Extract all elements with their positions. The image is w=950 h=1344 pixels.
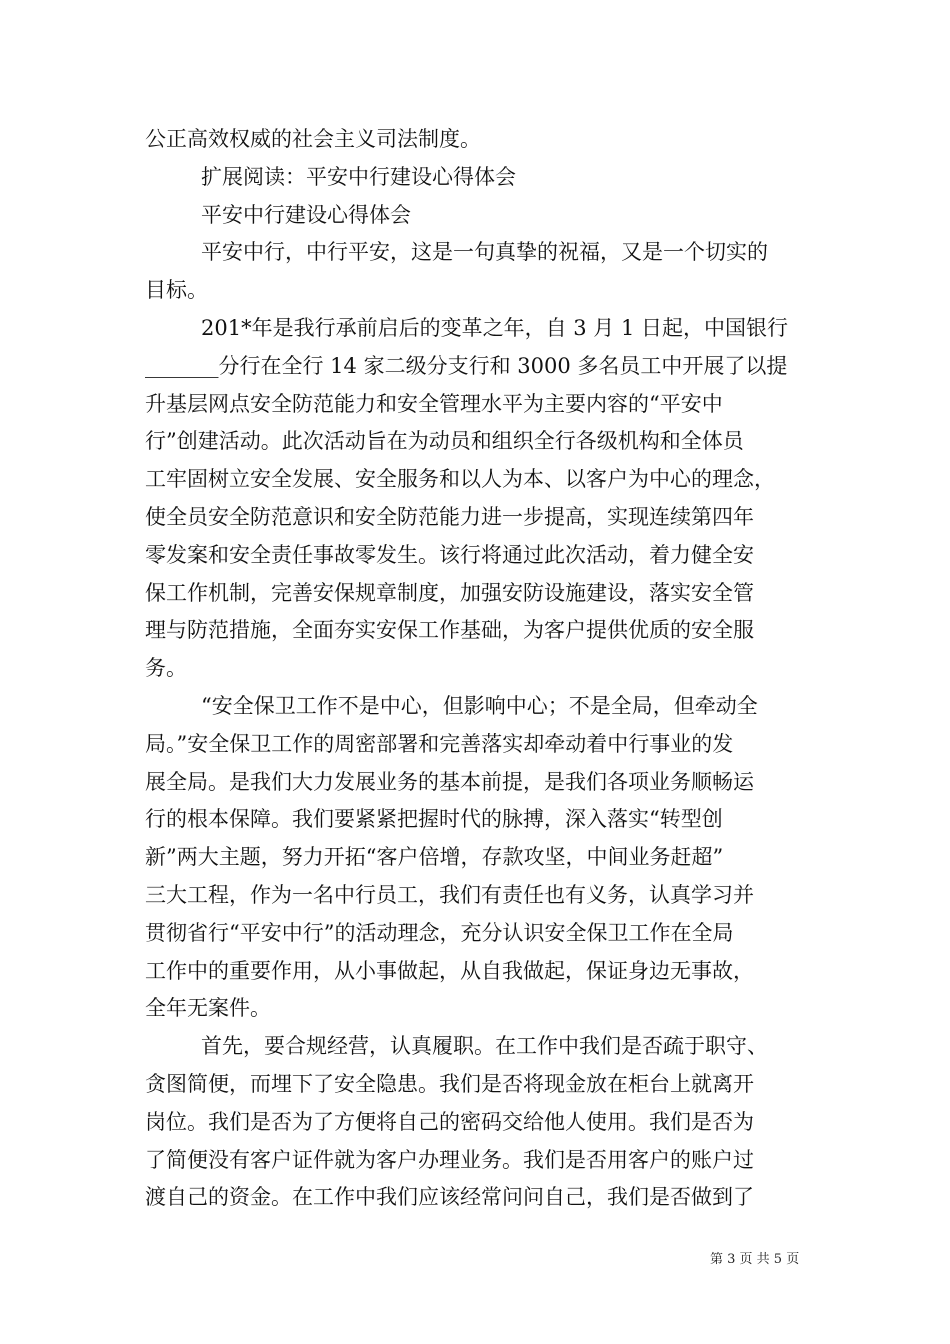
text-line: 保工作机制，完善安保规章制度，加强安防设施建设，落实安全管 bbox=[145, 580, 754, 605]
text-line: 工牢固树立安全发展、安全服务和以人为本、以客户为中心的理念， bbox=[145, 467, 775, 492]
text-line: 零发案和安全责任事故零发生。该行将通过此次活动，着力健全安 bbox=[145, 542, 754, 567]
text-line: 局。”安全保卫工作的周密部署和完善落实却牵动着中行事业的发 bbox=[145, 731, 734, 756]
text-line: _______分行在全行 14 家二级分支行和 3000 多名员工中开展了以提 bbox=[145, 353, 788, 378]
text-line: 三大工程，作为一名中行员工，我们有责任也有义务，认真学习并 bbox=[145, 882, 754, 907]
text-line: 新”两大主题，努力开拓“客户倍增，存款攻坚，中间业务赶超” bbox=[145, 845, 724, 870]
text-line: 贪图简便，而埋下了安全隐患。我们是否将现金放在柜台上就离开 bbox=[145, 1071, 754, 1096]
text-line: 行的根本保障。我们要紧紧把握时代的脉搏，深入落实“转型创 bbox=[145, 807, 723, 832]
text-line: 首先，要合规经营，认真履职。在工作中我们是否疏于职守、 bbox=[201, 1034, 768, 1059]
text-line: 务。 bbox=[145, 656, 187, 681]
text-line: 使全员安全防范意识和安全防范能力进一步提高，实现连续第四年 bbox=[145, 504, 754, 529]
text-line: 目标。 bbox=[145, 278, 208, 303]
text-line: 平安中行建设心得体会 bbox=[201, 202, 411, 227]
text-line: 渡自己的资金。在工作中我们应该经常问问自己，我们是否做到了 bbox=[145, 1185, 754, 1210]
text-line: 平安中行，中行平安，这是一句真挚的祝福，又是一个切实的 bbox=[201, 240, 768, 265]
text-line: 理与防范措施，全面夯实安保工作基础，为客户提供优质的安全服 bbox=[145, 618, 754, 643]
text-line: 展全局。是我们大力发展业务的基本前提，是我们各项业务顺畅运 bbox=[145, 769, 754, 794]
text-line: 升基层网点安全防范能力和安全管理水平为主要内容的“平安中 bbox=[145, 391, 723, 416]
text-line: 扩展阅读：平安中行建设心得体会 bbox=[201, 164, 516, 189]
text-line: 贯彻省行“平安中行”的活动理念，充分认识安全保卫工作在全局 bbox=[145, 920, 734, 945]
text-line: 了简便没有客户证件就为客户办理业务。我们是否用客户的账户过 bbox=[145, 1147, 754, 1172]
text-line: 全年无案件。 bbox=[145, 996, 271, 1021]
text-line: 工作中的重要作用，从小事做起，从自我做起，保证身边无事故， bbox=[145, 958, 754, 983]
text-line: 岗位。我们是否为了方便将自己的密码交给他人使用。我们是否为 bbox=[145, 1109, 754, 1134]
text-line: 行”创建活动。此次活动旨在为动员和组织全行各级机构和全体员 bbox=[145, 429, 744, 454]
text-line: 公正高效权威的社会主义司法制度。 bbox=[145, 127, 481, 151]
document-body bbox=[145, 121, 810, 1217]
page-number: 第 3 页 共 5 页 bbox=[710, 1252, 800, 1267]
text-line: 201*年是我行承前启后的变革之年，自 3 月 1 日起，中国银行 bbox=[201, 315, 789, 340]
text-line: “安全保卫工作不是中心，但影响中心；不是全局，但牵动全 bbox=[201, 693, 758, 718]
